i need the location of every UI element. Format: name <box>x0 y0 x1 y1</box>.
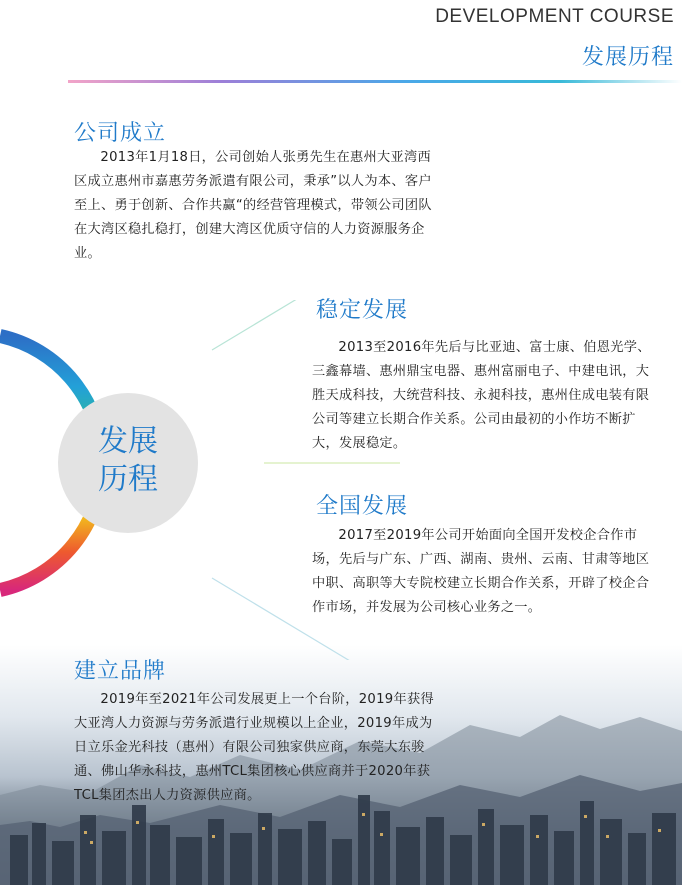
center-label <box>70 423 186 499</box>
section-title-brand-building: 建立品牌 <box>74 659 167 684</box>
section-title-founding: 公司成立 <box>74 121 167 146</box>
header-gradient-divider <box>68 80 682 83</box>
center-label-line2: 历程 <box>98 462 158 497</box>
section-body-brand-building: 2019年至2021年公司发展更上一个台阶，2019年获得大亚湾人力资源与劳务派遣行业规模以上企业，2019年成为日立乐金光科技（惠州）有限公司独家供应商，东莞大东骏通、佛山华永科技，惠州TCL集团核心供应商并于2020年获TCL集团杰出人力资源供应商。 <box>74 692 434 803</box>
header-title-en: DEVELOPMENT COURSE <box>435 6 674 27</box>
section-body-national-growth: 2017至2019年公司开始面向全国开发校企合作市场，先后与广东、广西、湖南、贵州、云南、甘肃等地区中职、高职等大专院校建立长期合作关系，开辟了校企合作市场，并发展为公司核心业务之一。 <box>312 528 650 615</box>
section-body-stable-growth: 2013至2016年先后与比亚迪、富士康、伯恩光学、三鑫幕墙、惠州鼎宝电器、惠州富丽电子、中建电讯，大胜天成科技，大统营科技、永昶科技，惠州住成电装有限公司等建立长期合作关系。公司由最初的小作坊不断扩大，发展稳定。 <box>312 340 651 451</box>
section-body-founding: 2013年1月18日，公司创始人张勇先生在惠州大亚湾西区成立惠州市嘉惠劳务派遣有限公司，秉承”以人为本、客户至上、勇于创新、合作共赢“的经营管理模式，带领公司团队在大湾区稳扎稳打，创建大湾区优质守信的人力资源服务企业。 <box>74 150 432 261</box>
section-title-stable-growth: 稳定发展 <box>316 298 409 323</box>
center-label-line1: 发展 <box>98 424 158 459</box>
header-title-cn: 发展历程 <box>581 45 674 70</box>
section-title-national-growth: 全国发展 <box>316 494 409 519</box>
